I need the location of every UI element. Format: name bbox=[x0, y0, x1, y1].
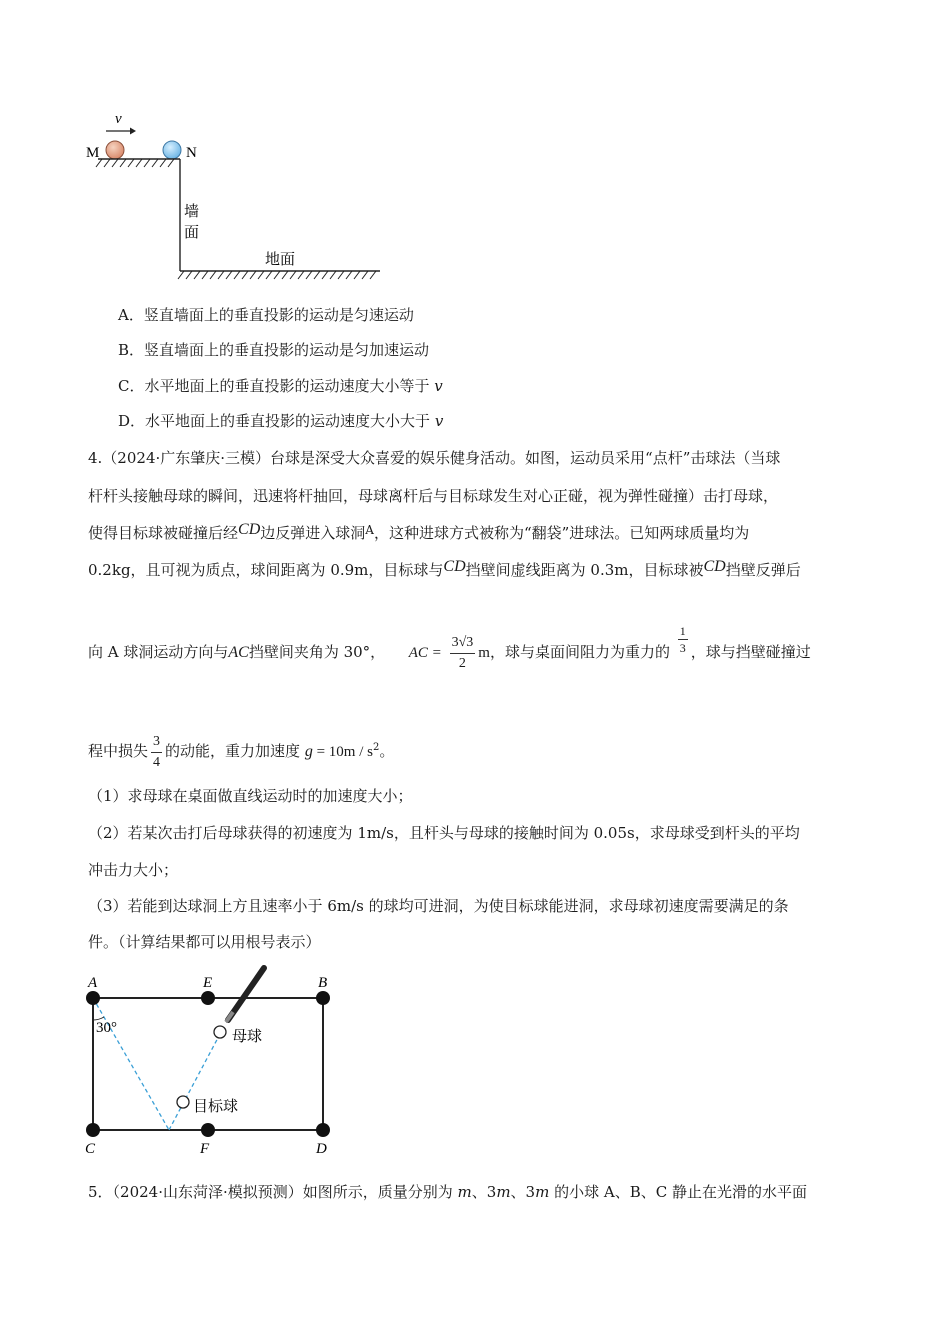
option-a: A．竖直墙面上的垂直投影的运动是匀速运动 bbox=[118, 306, 414, 324]
target-ball bbox=[177, 1096, 189, 1108]
ground-hatch bbox=[178, 271, 376, 279]
resistance-fraction: $\frac{1}{3}$ bbox=[679, 623, 686, 655]
wall-ground-figure bbox=[80, 105, 390, 285]
target-ball-label: 目标球 bbox=[193, 1099, 239, 1115]
billiard-table-figure bbox=[76, 960, 346, 1160]
path-bounce-to-cue bbox=[169, 1034, 220, 1130]
ac-fraction: $\frac{3√3}{2}$ bbox=[451, 634, 474, 671]
wall-label-1: 墙 bbox=[184, 204, 200, 220]
cue-stick bbox=[228, 968, 264, 1020]
angle-label: 30° bbox=[96, 1020, 117, 1036]
energy-loss-fraction: $\frac{3}{4}$ bbox=[153, 733, 161, 770]
ledge-hatch bbox=[96, 159, 174, 167]
q4-sub-3-line-1: （3）若能到达球洞上方且速率小于 6m/s 的球均可进洞，为使目标球能进洞，求母球初速度需要满足的条 bbox=[88, 897, 789, 915]
label-b: B bbox=[318, 975, 328, 991]
q4-sub-1: （1）求母球在桌面做直线运动时的加速度大小； bbox=[88, 787, 413, 805]
q4-line-5: 向 A 球洞运动方向与AC挡壁间夹角为 30°， AC = $\frac{3√3}{2}$ m，球与桌面间阻力为重力的 $\frac{1}{3}$ ，球与挡壁碰撞过 bbox=[88, 624, 811, 681]
pocket-e bbox=[201, 991, 215, 1005]
pocket-a bbox=[86, 991, 100, 1005]
ball-n-label: N bbox=[186, 145, 197, 161]
pocket-d bbox=[316, 1123, 330, 1137]
q4-sub-2-line-2: 冲击力大小； bbox=[88, 861, 179, 879]
velocity-label: v bbox=[115, 111, 122, 127]
label-f: F bbox=[200, 1141, 210, 1157]
q4-sub-2-line-1: （2）若某次击打后母球获得的初速度为 1m/s，且杆头与母球的接触时间为 0.05s，求母球受到杆头的平均 bbox=[88, 824, 800, 842]
q4-sub-3-line-2: 件。（计算结果都可以用根号表示） bbox=[88, 933, 321, 951]
velocity-arrowhead bbox=[130, 128, 136, 135]
pocket-b bbox=[316, 991, 330, 1005]
cue-ball bbox=[214, 1026, 226, 1038]
ball-n bbox=[163, 141, 181, 159]
option-d: D．水平地面上的垂直投影的运动速度大小大于 v bbox=[118, 412, 444, 430]
q4-line-1: 4.（2024·广东肇庆·三模）台球是深受大众喜爱的娱乐健身活动。如图，运动员采用“点杆”击球法（当球 bbox=[88, 449, 781, 467]
ball-m-label: M bbox=[86, 145, 100, 161]
path-a-to-bounce bbox=[93, 998, 169, 1130]
pocket-c bbox=[86, 1123, 100, 1137]
label-c: C bbox=[85, 1141, 96, 1157]
q4-line-2: 杆杆头接触母球的瞬间，迅速将杆抽回，母球离杆后与目标球发生对心正碰，视为弹性碰撞）击打母球， bbox=[88, 487, 779, 505]
q4-line-6: 程中损失 $\frac{3}{4}$ 的动能，重力加速度 $g = 10m / s^2$。 bbox=[88, 722, 394, 778]
cue-ball-label: 母球 bbox=[232, 1029, 263, 1045]
q5-line-1: 5．（2024·山东菏泽·模拟预测）如图所示，质量分别为 m、3m、3m 的小球 A、B、C 静止在光滑的水平面 bbox=[88, 1183, 807, 1201]
ac-equation: AC = bbox=[408, 645, 442, 661]
q4-line-3: 使得目标球被碰撞后经CD边反弹进入球洞$^A$，这种进球方式被称为“翻袋”进球法。已知两球质量均为 bbox=[88, 521, 750, 542]
option-c: C．水平地面上的垂直投影的运动速度大小等于 v bbox=[118, 377, 443, 395]
ground-label: 地面 bbox=[265, 252, 296, 268]
wall-label-2: 面 bbox=[184, 225, 200, 241]
label-e: E bbox=[203, 975, 213, 991]
ball-m bbox=[106, 141, 124, 159]
q4-line-4: 0.2kg，且可视为质点，球间距离为 0.9m，目标球与CD挡壁间虚线距离为 0.3m，目标球被CD挡壁反弹后 bbox=[88, 558, 801, 579]
label-a: A bbox=[88, 975, 98, 991]
pocket-f bbox=[201, 1123, 215, 1137]
option-b: B．竖直墙面上的垂直投影的运动是匀加速运动 bbox=[118, 341, 430, 359]
label-d: D bbox=[316, 1141, 327, 1157]
